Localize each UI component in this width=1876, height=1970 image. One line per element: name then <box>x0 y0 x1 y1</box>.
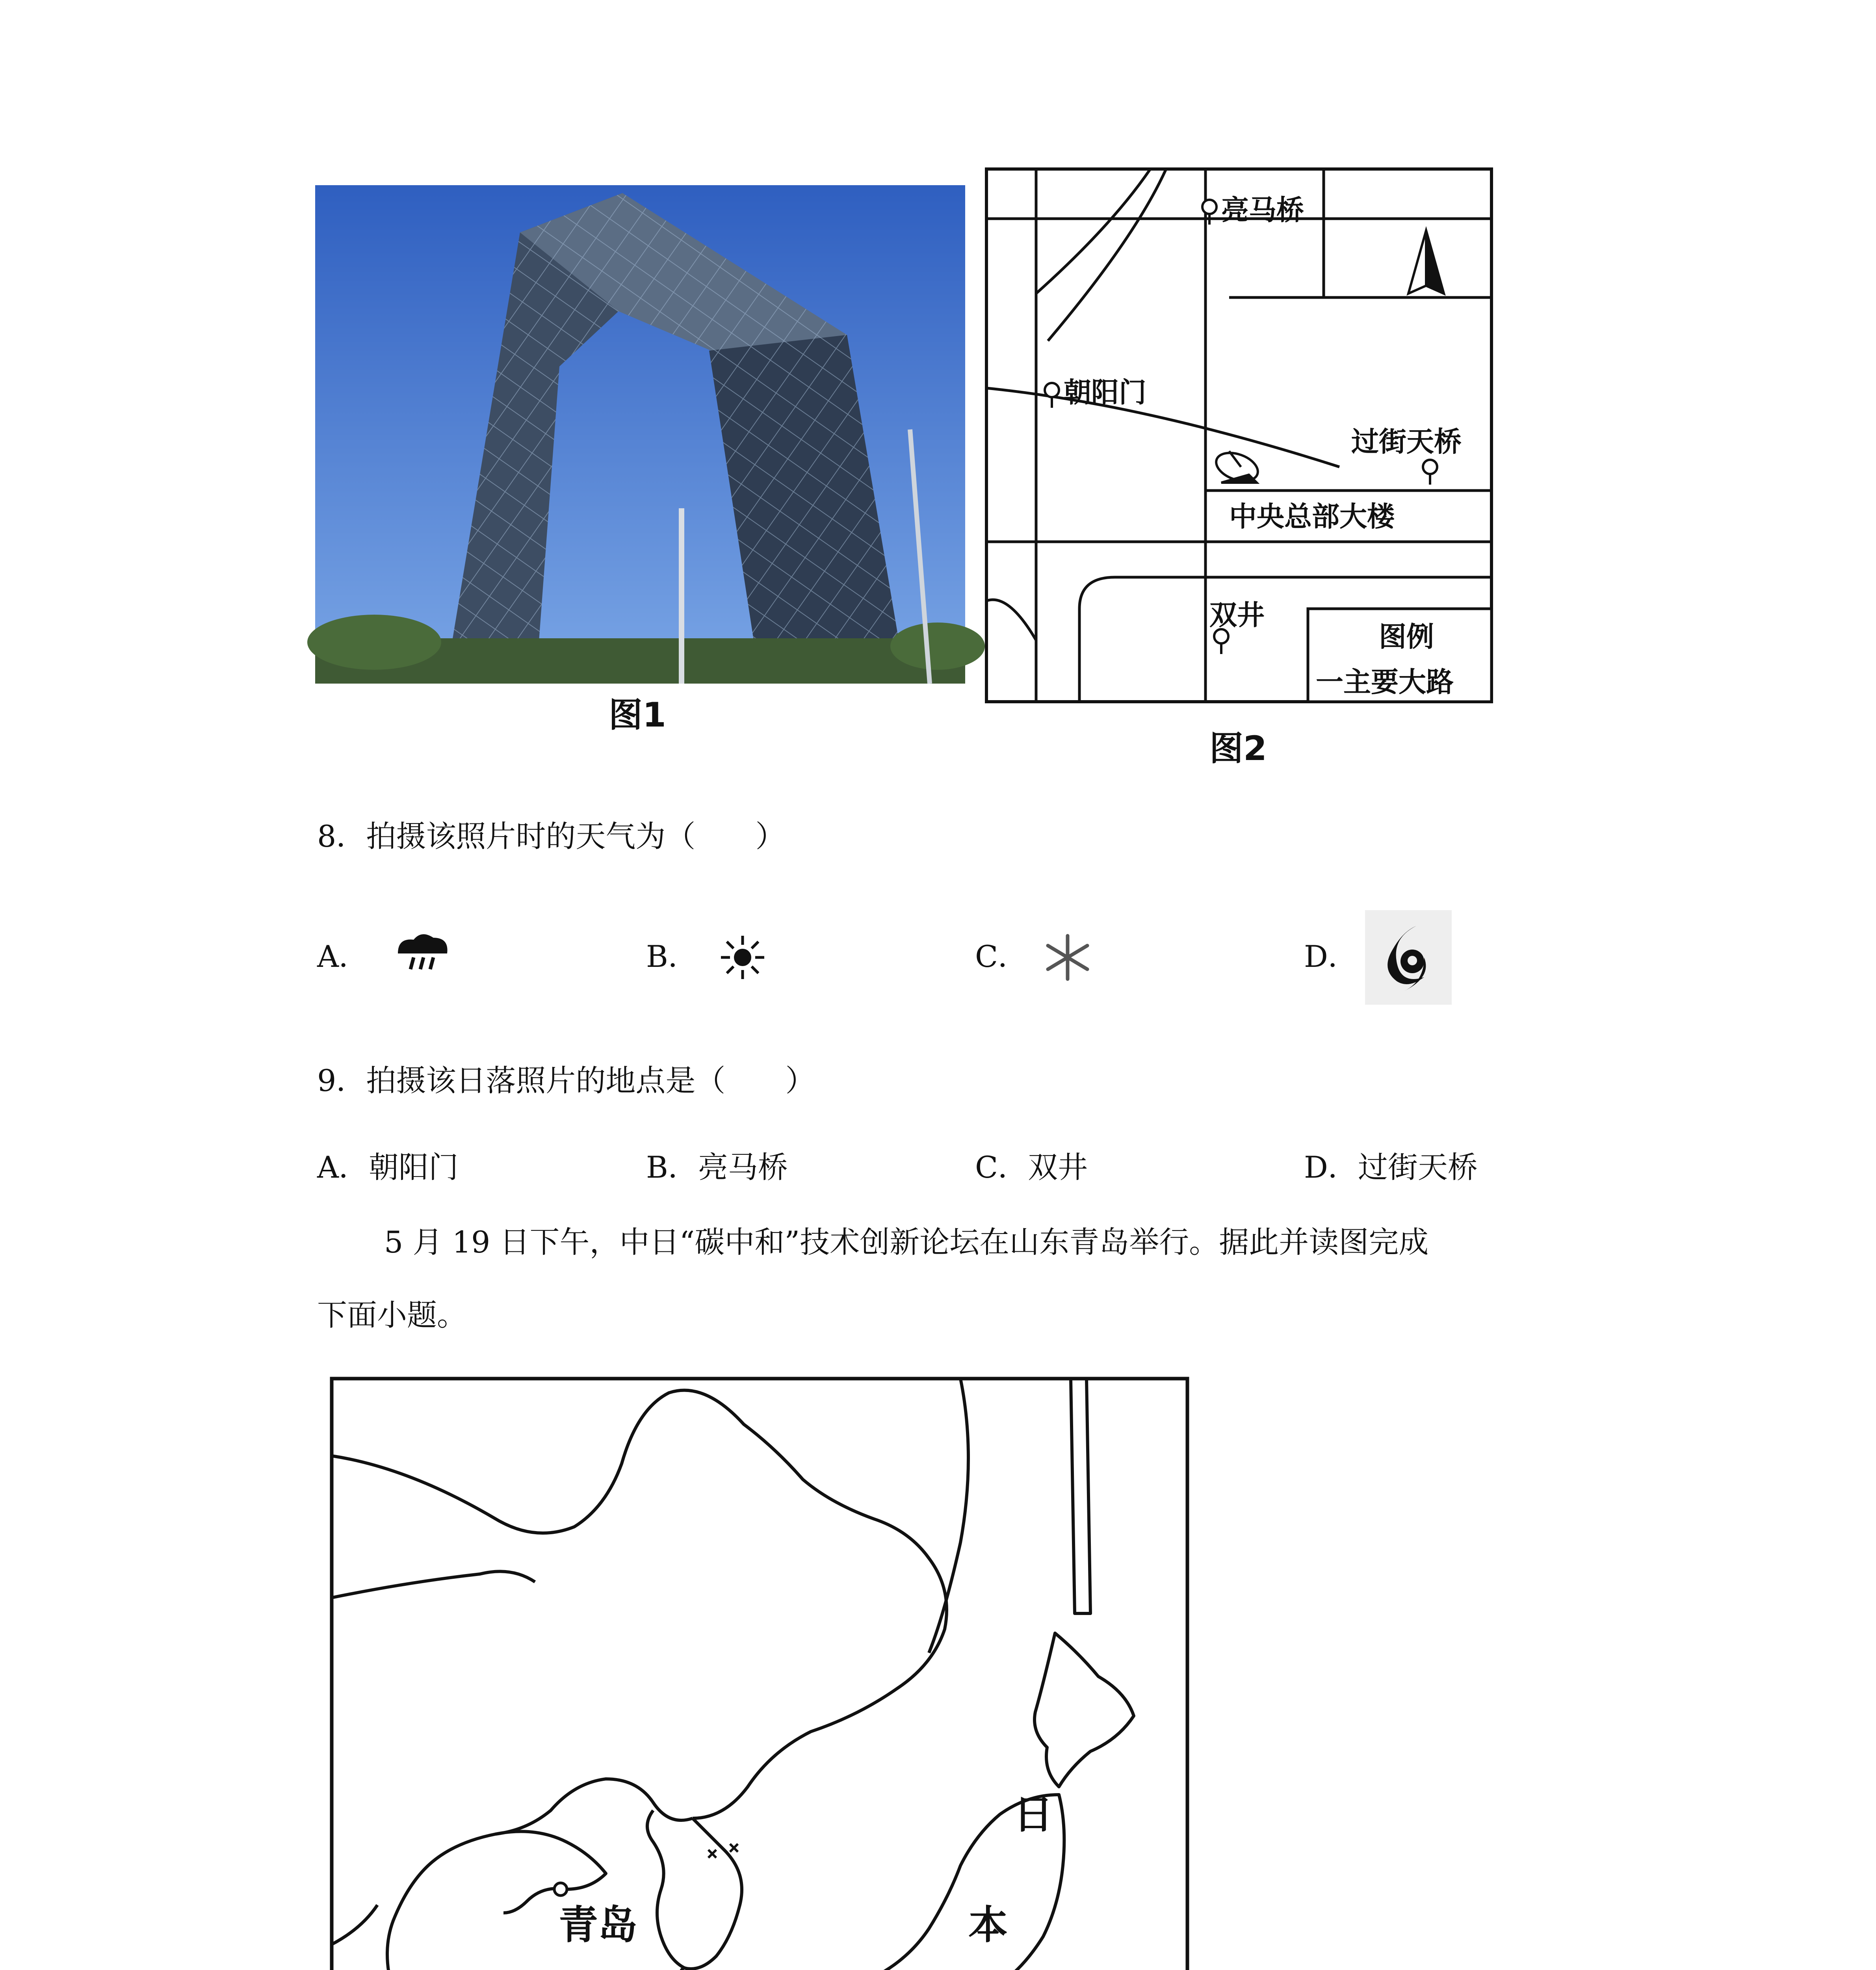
label-japan-ben: 本 <box>968 1902 1008 1948</box>
figure-1-photo <box>315 185 965 684</box>
pin-icon <box>1202 200 1217 214</box>
east-asia-outline-map <box>330 1377 1189 1970</box>
label-chaoyangmen: 朝阳门 <box>1064 376 1146 409</box>
q9-option-d[interactable] <box>1304 1150 1478 1185</box>
q8-option-c[interactable] <box>975 939 1028 974</box>
label-liangmaqiao: 亮马桥 <box>1221 194 1304 226</box>
snowflake-icon <box>1036 930 1099 985</box>
figure-2-map <box>985 167 1493 703</box>
pin-icon <box>1423 460 1437 474</box>
option-letter: B． <box>646 939 698 974</box>
option-letter: D． <box>1304 1150 1358 1185</box>
option-text: 过街天桥 <box>1358 1150 1478 1185</box>
label-qingdao: 青岛 <box>559 1902 637 1948</box>
rain-cloud-icon <box>390 930 453 977</box>
pin-icon <box>1045 383 1059 397</box>
option-letter: A． <box>317 939 369 974</box>
legend-title: 图例 <box>1379 621 1434 653</box>
q9-option-a[interactable] <box>317 1150 459 1185</box>
legend-item: 一主要大路 <box>1316 666 1454 698</box>
q9-option-c[interactable] <box>975 1150 1088 1185</box>
option-text: 双井 <box>1028 1150 1088 1185</box>
label-shuangjing: 双井 <box>1209 599 1265 631</box>
option-letter: A． <box>317 1150 369 1185</box>
option-letter: B． <box>646 1150 698 1185</box>
question-8-stem: 8．拍摄该照片时的天气为（ ） <box>317 819 786 854</box>
label-guojietianqiao: 过街天桥 <box>1351 426 1462 458</box>
passage-line-2: 下面小题。 <box>317 1297 467 1333</box>
option-text: 朝阳门 <box>368 1150 459 1185</box>
east-asia-map <box>330 1377 1189 1970</box>
q8-option-b[interactable] <box>646 939 698 974</box>
sun-icon <box>715 930 770 985</box>
figure-2-caption: 图2 <box>1209 729 1267 768</box>
q8-option-a[interactable] <box>317 939 369 974</box>
cctv-building-photo <box>315 185 965 684</box>
option-letter: C． <box>975 1150 1028 1185</box>
q8-option-d[interactable] <box>1304 939 1358 974</box>
q9-option-b[interactable] <box>646 1150 788 1185</box>
option-letter: D． <box>1304 939 1358 974</box>
typhoon-icon <box>1365 910 1452 1005</box>
question-9-stem: 9．拍摄该日落照片的地点是（ ） <box>317 1063 815 1098</box>
option-text: 亮马桥 <box>698 1150 788 1185</box>
option-letter: C． <box>975 939 1028 974</box>
passage-line-1: 5 月 19 日下午，中日“碳中和”技术创新论坛在山东青岛举行。据此并读图完成 <box>384 1225 1429 1260</box>
label-japan-ri: 日 <box>1014 1792 1053 1838</box>
figure-1-caption: 图1 <box>609 695 666 735</box>
label-building: 中央总部大楼 <box>1229 500 1395 533</box>
